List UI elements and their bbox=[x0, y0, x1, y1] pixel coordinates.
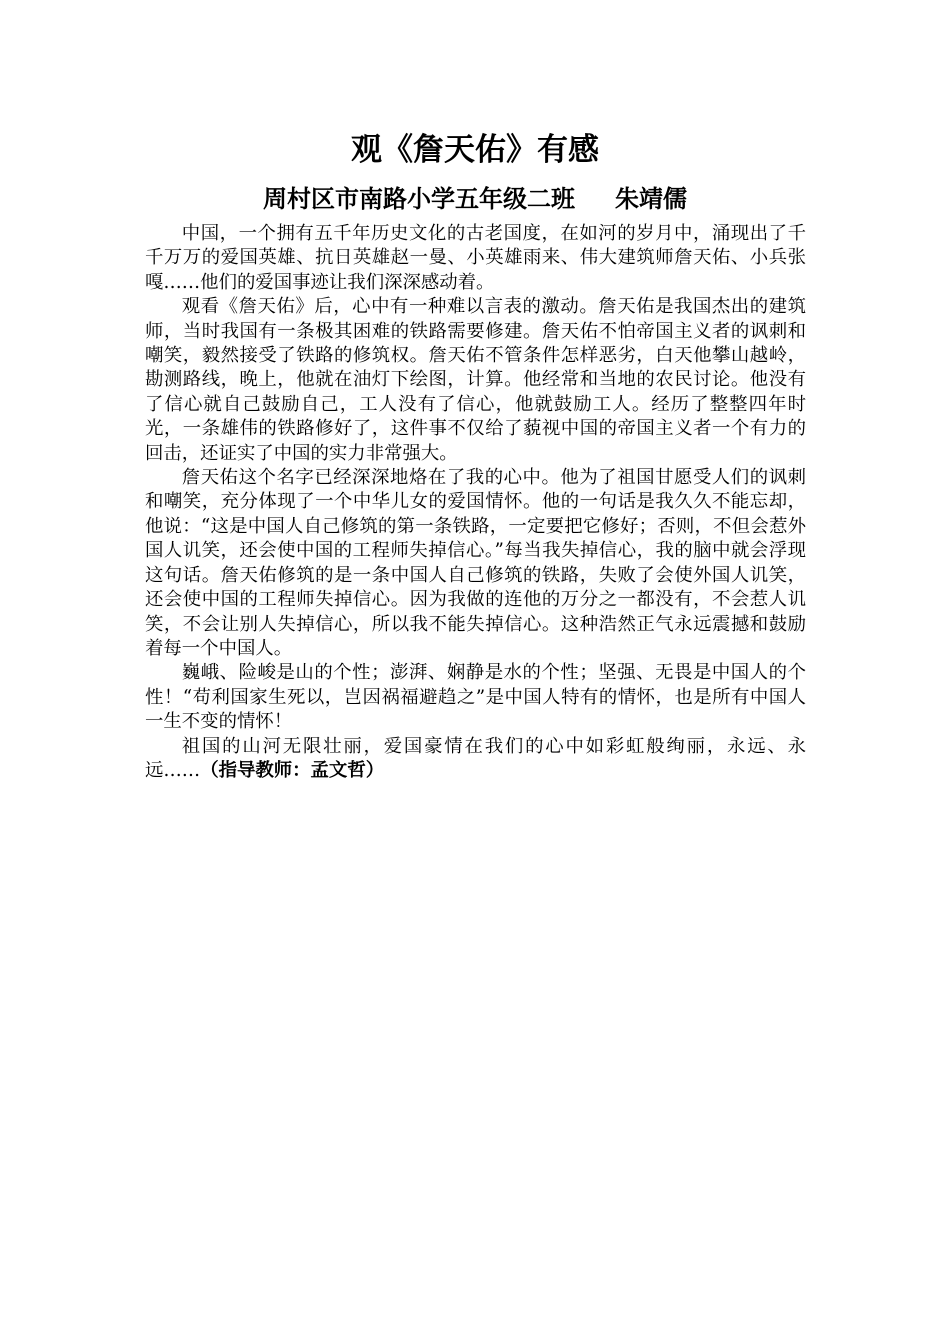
essay-body bbox=[145, 222, 806, 783]
paragraph-1: 中国，一个拥有五千年历史文化的古老国度，在如河的岁月中，涌现出了千千万万的爱国英雄、抗日英雄赵一曼、小英雄雨来、伟大建筑师詹天佑、小兵张嘎……他们的爱国事迹让我们深深感动着。 bbox=[145, 223, 806, 293]
author-name: 朱靖儒 bbox=[615, 184, 687, 213]
paragraph-2: 观看《詹天佑》后，心中有一种难以言表的激动。詹天佑是我国杰出的建筑师，当时我国有一条极其困难的铁路需要修建。詹天佑不怕帝国主义者的讽刺和嘲笑，毅然接受了铁路的修筑权。詹天佑不管条件怎样恶劣，白天他攀山越岭，勘测路线，晚上，他就在油灯下绘图，计算。他经常和当地的农民讨论。他没有了信心就自己鼓励自己，工人没有了信心，他就鼓励工人。经历了整整四年时光，一条雄伟的铁路修好了，这件事不仅给了藐视中国的帝国主义者一个有力的回击，还证实了中国的实力非常强大。 bbox=[145, 296, 806, 464]
paragraph-5-text: 祖国的山河无限壮丽，爱国豪情在我们的心中如彩虹般绚丽，永远、永远…… bbox=[145, 735, 806, 781]
school-class: 周村区市南路小学五年级二班 bbox=[263, 184, 575, 213]
byline bbox=[0, 181, 950, 217]
paragraph-3: 詹天佑这个名字已经深深地烙在了我的心中。他为了祖国甘愿受人们的讽刺和嘲笑，充分体现了一个中华儿女的爱国情怀。他的一句话是我久久不能忘却，他说：“这是中国人自己修筑的第一条铁路，一定要把它修好；否则，不但会惹外国人讥笑，还会使中国的工程师失掉信心。”每当我失掉信心，我的脑中就会浮现这句话。詹天佑修筑的是一条中国人自己修筑的铁路，失败了会使外国人讥笑，还会使中国的工程师失掉信心。因为我做的连他的万分之一都没有，不会惹人讥笑，不会让别人失掉信心，所以我不能失掉信心。这种浩然正气永远震撼和鼓励着每一个中国人。 bbox=[145, 467, 806, 659]
paragraph-4: 巍峨、险峻是山的个性；澎湃、娴静是水的个性；坚强、无畏是中国人的个性！“苟利国家生死以，岂因祸福避趋之”是中国人特有的情怀，也是所有中国人一生不变的情怀！ bbox=[145, 662, 806, 733]
paragraph-5 bbox=[145, 735, 806, 784]
teacher-note: （指导教师：孟文哲） bbox=[200, 759, 385, 781]
essay-title: 观《詹天佑》有感 bbox=[351, 132, 599, 168]
